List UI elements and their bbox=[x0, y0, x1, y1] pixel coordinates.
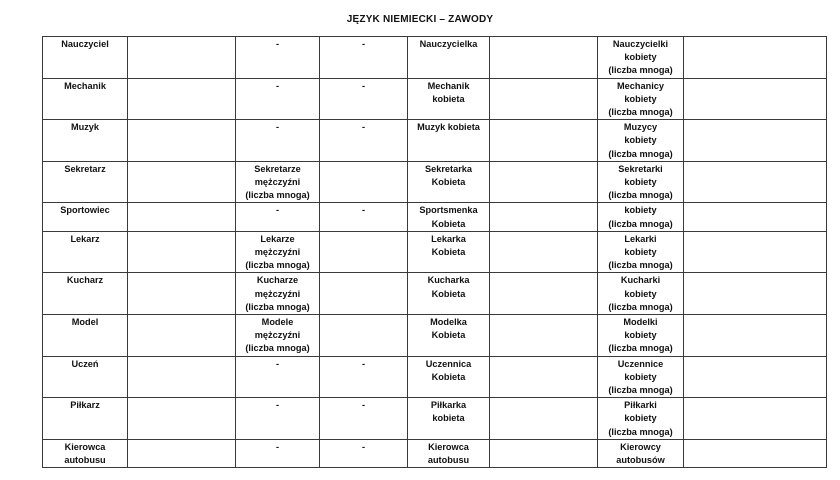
table-row bbox=[43, 315, 827, 357]
table-cell: - bbox=[320, 439, 408, 467]
table-cell bbox=[490, 78, 598, 120]
table-cell: Uczeń bbox=[43, 356, 128, 398]
table-cell: Modelki kobiety (liczba mnoga) bbox=[598, 315, 684, 357]
table-cell: - bbox=[320, 398, 408, 440]
table-cell: Mechanik bbox=[43, 78, 128, 120]
table-cell: Kierowca autobusu bbox=[43, 439, 128, 467]
table-row bbox=[43, 78, 827, 120]
table-cell bbox=[490, 439, 598, 467]
table-cell: Kucharze mężczyźni (liczba mnoga) bbox=[236, 273, 320, 315]
table-cell: - bbox=[236, 439, 320, 467]
table-cell bbox=[128, 78, 236, 120]
table-cell bbox=[684, 398, 827, 440]
table-cell bbox=[128, 37, 236, 79]
table-cell bbox=[684, 37, 827, 79]
table-row bbox=[43, 120, 827, 162]
table-cell: Modele mężczyźni (liczba mnoga) bbox=[236, 315, 320, 357]
table-cell: Sportsmenka Kobieta bbox=[408, 203, 490, 231]
table-cell bbox=[490, 315, 598, 357]
table-cell bbox=[490, 37, 598, 79]
table-cell bbox=[684, 439, 827, 467]
table-cell: Mechanicy kobiety (liczba mnoga) bbox=[598, 78, 684, 120]
table-cell: Sekretarka Kobieta bbox=[408, 161, 490, 203]
table-cell bbox=[684, 315, 827, 357]
professions-table bbox=[42, 36, 827, 468]
table-cell bbox=[128, 273, 236, 315]
table-cell: - bbox=[236, 203, 320, 231]
table-cell: Muzyk kobieta bbox=[408, 120, 490, 162]
table-cell bbox=[128, 398, 236, 440]
table-cell: Mechanik kobieta bbox=[408, 78, 490, 120]
table-cell: Kierowca autobusu bbox=[408, 439, 490, 467]
table-cell: Kucharka Kobieta bbox=[408, 273, 490, 315]
table-cell bbox=[320, 315, 408, 357]
table-cell bbox=[684, 273, 827, 315]
table-cell bbox=[490, 203, 598, 231]
document-title: JĘZYK NIEMIECKI – ZAWODY bbox=[346, 14, 494, 25]
table-cell: - bbox=[236, 78, 320, 120]
table-cell bbox=[490, 273, 598, 315]
table-cell bbox=[128, 439, 236, 467]
table-cell bbox=[490, 398, 598, 440]
table-cell: Muzyk bbox=[43, 120, 128, 162]
table-cell: Sportowiec bbox=[43, 203, 128, 231]
table-cell: Sekretarze mężczyźni (liczba mnoga) bbox=[236, 161, 320, 203]
table-cell: kobiety (liczba mnoga) bbox=[598, 203, 684, 231]
table-row bbox=[43, 231, 827, 273]
table-cell: - bbox=[236, 37, 320, 79]
table-cell bbox=[490, 356, 598, 398]
table-cell: Uczennice kobiety (liczba mnoga) bbox=[598, 356, 684, 398]
table-cell: - bbox=[236, 398, 320, 440]
table-cell bbox=[128, 315, 236, 357]
table-cell bbox=[320, 273, 408, 315]
table-cell: Piłkarz bbox=[43, 398, 128, 440]
table-row bbox=[43, 356, 827, 398]
table-cell: Muzycy kobiety (liczba mnoga) bbox=[598, 120, 684, 162]
table-cell: - bbox=[320, 356, 408, 398]
table-cell: Piłkarki kobiety (liczba mnoga) bbox=[598, 398, 684, 440]
table-cell bbox=[320, 161, 408, 203]
table-cell bbox=[684, 231, 827, 273]
table-cell: - bbox=[236, 120, 320, 162]
table-cell bbox=[128, 231, 236, 273]
table-cell: - bbox=[236, 356, 320, 398]
table-cell: Nauczycielki kobiety (liczba mnoga) bbox=[598, 37, 684, 79]
table-cell: Nauczycielka bbox=[408, 37, 490, 79]
table-cell bbox=[128, 120, 236, 162]
table-row bbox=[43, 273, 827, 315]
table-row bbox=[43, 161, 827, 203]
table-cell bbox=[128, 161, 236, 203]
table-cell bbox=[490, 120, 598, 162]
table-cell: - bbox=[320, 120, 408, 162]
table-cell bbox=[128, 356, 236, 398]
table-cell: Uczennica Kobieta bbox=[408, 356, 490, 398]
table-cell bbox=[490, 231, 598, 273]
table-row bbox=[43, 37, 827, 79]
table-cell: - bbox=[320, 78, 408, 120]
table-cell: Lekarka Kobieta bbox=[408, 231, 490, 273]
table-cell: - bbox=[320, 37, 408, 79]
table-row bbox=[43, 398, 827, 440]
table-cell bbox=[490, 161, 598, 203]
table-cell: Lekarki kobiety (liczba mnoga) bbox=[598, 231, 684, 273]
table-cell: Sekretarki kobiety (liczba mnoga) bbox=[598, 161, 684, 203]
table-cell bbox=[684, 161, 827, 203]
table-cell: Modelka Kobieta bbox=[408, 315, 490, 357]
table-cell: Sekretarz bbox=[43, 161, 128, 203]
table-cell: Kucharki kobiety (liczba mnoga) bbox=[598, 273, 684, 315]
table-cell: Kucharz bbox=[43, 273, 128, 315]
table-cell: Kierowcy autobusów bbox=[598, 439, 684, 467]
table-cell bbox=[684, 120, 827, 162]
table-cell: - bbox=[320, 203, 408, 231]
table-cell: Nauczyciel bbox=[43, 37, 128, 79]
table-cell bbox=[128, 203, 236, 231]
table-cell: Lekarz bbox=[43, 231, 128, 273]
table-cell bbox=[684, 78, 827, 120]
table-row bbox=[43, 439, 827, 467]
table-cell: Model bbox=[43, 315, 128, 357]
table-cell bbox=[684, 356, 827, 398]
table-cell bbox=[320, 231, 408, 273]
table-cell bbox=[684, 203, 827, 231]
table-row bbox=[43, 203, 827, 231]
table-cell: Lekarze mężczyźni (liczba mnoga) bbox=[236, 231, 320, 273]
table-cell: Piłkarka kobieta bbox=[408, 398, 490, 440]
